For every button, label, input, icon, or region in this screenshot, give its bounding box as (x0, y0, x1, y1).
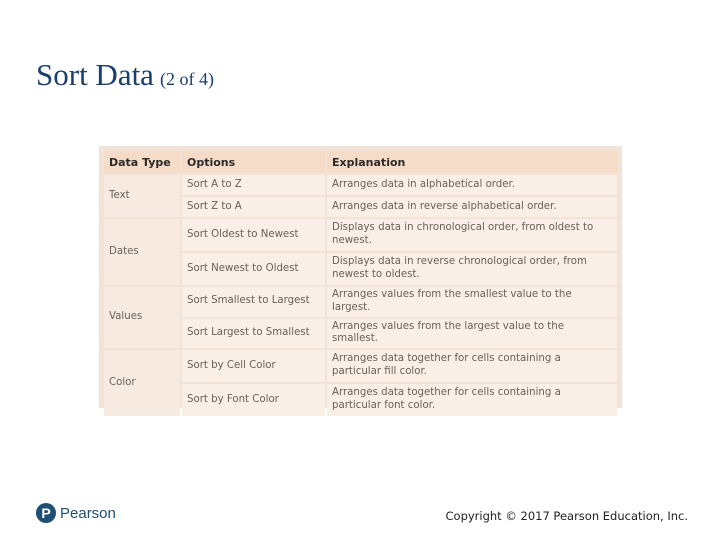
table-row (104, 350, 617, 382)
table-row (104, 197, 617, 217)
option-cell: Sort Oldest to Newest (182, 219, 325, 251)
option-cell: Sort A to Z (182, 175, 325, 195)
table-header-row (104, 151, 617, 173)
option-cell: Sort Largest to Smallest (182, 319, 325, 349)
explanation-cell: Displays data in reverse chronological order, from newest to oldest. (327, 253, 617, 285)
data-type-cell-values: Values (104, 287, 180, 348)
explanation-cell: Arranges values from the largest value to the smallest. (327, 319, 617, 349)
copyright-notice: Copyright © 2017 Pearson Education, Inc. (445, 509, 688, 523)
table-row (104, 175, 617, 195)
header-data-type: Data Type (104, 151, 180, 173)
option-cell: Sort by Font Color (182, 384, 325, 416)
data-type-cell-color: Color (104, 350, 180, 416)
pearson-p-icon: P (36, 503, 56, 523)
pearson-wordmark: Pearson (60, 504, 116, 522)
explanation-cell: Arranges data together for cells containing a particular font color. (327, 384, 617, 416)
table-row (104, 253, 617, 285)
sort-options-table-frame (99, 146, 622, 411)
header-explanation: Explanation (327, 151, 617, 173)
table-row (104, 319, 617, 349)
option-cell: Sort Smallest to Largest (182, 287, 325, 317)
option-cell: Sort Z to A (182, 197, 325, 217)
header-options: Options (182, 151, 325, 173)
explanation-cell: Arranges values from the smallest value to the largest. (327, 287, 617, 317)
table-row (104, 219, 617, 251)
explanation-cell: Arranges data together for cells containing a particular fill color. (327, 350, 617, 382)
slide-title (36, 58, 214, 90)
explanation-cell: Arranges data in alphabetical order. (327, 175, 617, 195)
table-row (104, 384, 617, 416)
slide-title-main: Sort Data (36, 57, 154, 92)
slide-title-subtitle: (2 of 4) (159, 69, 214, 89)
table-row (104, 287, 617, 317)
pearson-logo (36, 503, 116, 523)
option-cell: Sort Newest to Oldest (182, 253, 325, 285)
data-type-cell-dates: Dates (104, 219, 180, 285)
sort-options-table (102, 149, 619, 418)
option-cell: Sort by Cell Color (182, 350, 325, 382)
explanation-cell: Displays data in chronological order, from oldest to newest. (327, 219, 617, 251)
data-type-cell-text: Text (104, 175, 180, 217)
explanation-cell: Arranges data in reverse alphabetical order. (327, 197, 617, 217)
